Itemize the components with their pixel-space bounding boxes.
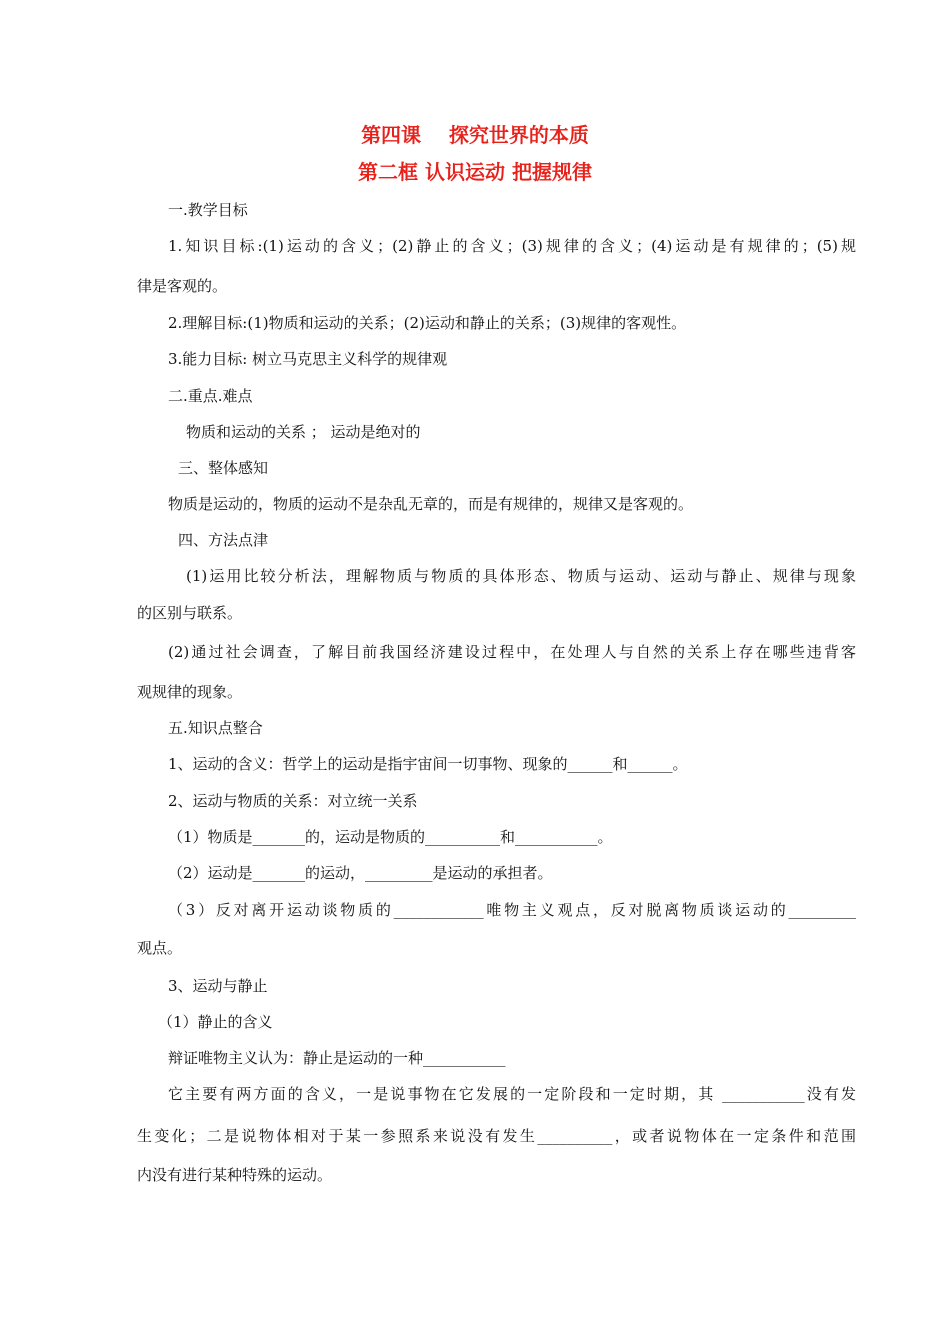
ability-goal: 3.能力目标: 树立马克思主义科学的规律观	[168, 350, 448, 368]
motion-matter-relation-item: 2、运动与物质的关系：对立统一关系	[168, 792, 418, 810]
motion-meaning-item: 1、运动的含义：哲学上的运动是指宇宙间一切事物、现象的______和______。	[168, 755, 688, 773]
method-heading: 四、方法点津	[178, 531, 269, 549]
method-paragraph-1-end: 的区别与联系。	[137, 604, 243, 622]
relation-subitem-3-text: （3）反对离开运动谈物质的____________唯物主义观点，反对脱离物质谈运动的_________	[168, 901, 856, 919]
method-paragraph-2-text: (2)通过社会调查，了解目前我国经济建设过程中，在处理人与自然的关系上存在哪些违背客	[168, 643, 856, 661]
rest-paragraph-line1-text: 它主要有两方面的含义，一是说事物在它发展的一定阶段和一定时期，其 ___________没有发	[168, 1085, 856, 1103]
method-paragraph-1-text: (1)运用比较分析法，理解物质与物质的具体形态、物质与运动、运动与静止、规律与现象	[186, 567, 856, 585]
method-paragraph-2-end: 观规律的现象。	[137, 683, 243, 701]
key-points-text: 物质和运动的关系 ； 运动是绝对的	[186, 423, 421, 441]
overview-heading: 三、整体感知	[178, 459, 269, 477]
relation-subitem-2: （2）运动是_______的运动，_________是运动的承担者。	[168, 864, 553, 882]
rest-paragraph-line1	[168, 1084, 856, 1104]
relation-subitem-1: （1）物质是_______的，运动是物质的__________和___________。	[168, 828, 613, 846]
knowledge-goal-text: 1.知识目标:(1)运动的含义；(2)静止的含义；(3)规律的含义；(4)运动是有规律的；(5)规	[168, 237, 856, 255]
overview-text: 物质是运动的，物质的运动不是杂乱无章的，而是有规律的，规律又是客观的。	[168, 495, 694, 513]
method-paragraph-2	[168, 642, 856, 662]
rest-paragraph-line2-text: 生变化；二是说物体相对于某一参照系来说没有发生__________，或者说物体在一定条件和范围	[137, 1127, 856, 1145]
knowledge-goal-line2: 律是客观的。	[137, 277, 228, 295]
rest-paragraph-line3: 内没有进行某种特殊的运动。	[137, 1166, 333, 1184]
relation-subitem-3-end: 观点。	[137, 939, 183, 957]
section-title: 第二框 认识运动 把握规律	[358, 160, 592, 184]
method-paragraph-1	[186, 566, 856, 586]
knowledge-goal-line1	[168, 236, 856, 256]
understanding-goal: 2.理解目标:(1)物质和运动的关系；(2)运动和静止的关系；(3)规律的客观性。	[168, 314, 687, 332]
key-points-heading: 二.重点.难点	[168, 387, 253, 405]
rest-definition: 辩证唯物主义认为：静止是运动的一种___________	[168, 1049, 506, 1067]
rest-meaning-subheading: （1）静止的含义	[158, 1013, 273, 1031]
knowledge-summary-heading: 五.知识点整合	[168, 719, 263, 737]
lesson-title: 第四课 探究世界的本质	[361, 123, 589, 147]
motion-rest-item: 3、运动与静止	[168, 977, 268, 995]
rest-paragraph-line2	[137, 1126, 856, 1146]
teaching-goals-heading: 一.教学目标	[168, 201, 248, 219]
relation-subitem-3	[168, 900, 856, 920]
